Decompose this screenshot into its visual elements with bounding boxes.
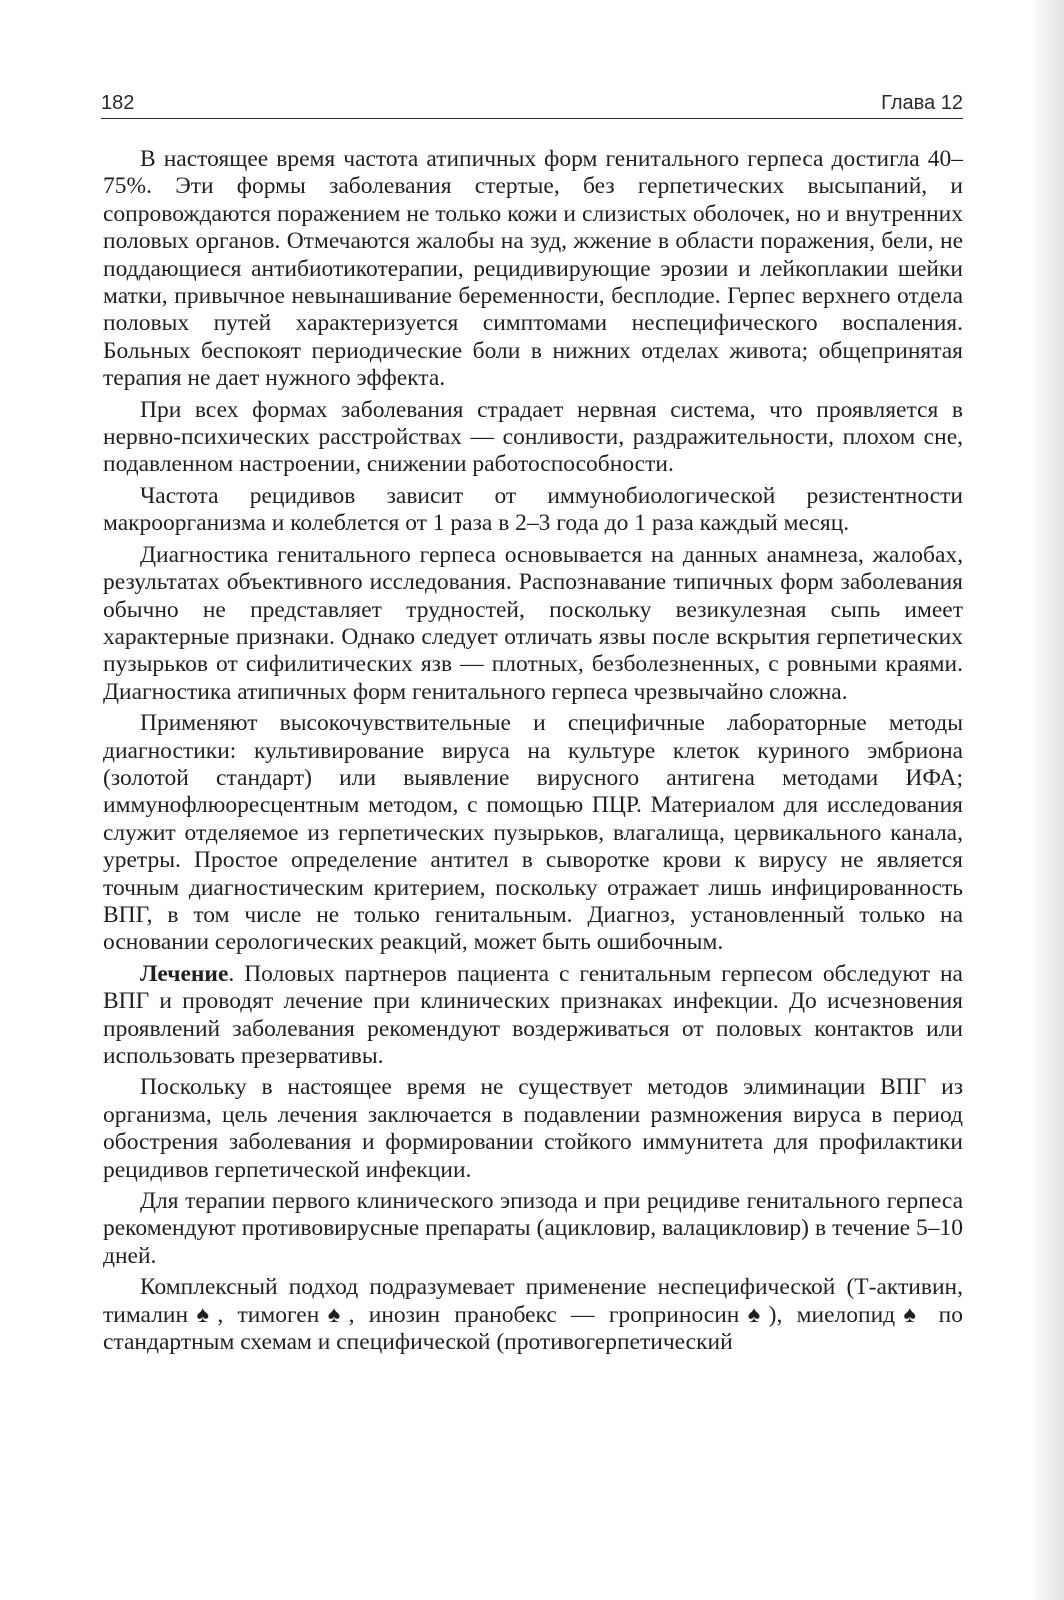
paragraph-antiviral-therapy: Для терапии первого клинического эпизода и при рецидиве генитального герпеса рекомендуют противовирусные препараты (ацикловир, валацикловир) в течение 5–10 дней. <box>103 1188 963 1269</box>
paragraph-treatment <box>103 961 963 1071</box>
paragraph-diagnostics: Диагностика генитального герпеса основывается на данных анамнеза, жалобах, результатах объективного исследования. Распознавание типичных форм заболевания обычно не представляет трудностей, поскольку везикулезная сыпь имеет характерные признаки. Однако следует отличать язвы после вскрытия герпетических пузырьков от сифилитических язв — плотных, безболезненных, с ровными краями. Диагностика атипичных форм генитального герпеса чрезвычайно сложна. <box>103 541 963 705</box>
paragraph-relapse-frequency: Частота рецидивов зависит от иммунобиологической резистентности макроорганизма и колеблется от 1 раза в 2–3 года до 1 раза каждый месяц. <box>103 482 963 537</box>
paragraph-nervous-system: При всех формах заболевания страдает нервная система, что проявляется в нервно-психических расстройствах — сонливости, раздражительности, плохом сне, подавленном настроении, снижении работоспособности. <box>103 396 963 478</box>
chapter-label: Глава 12 <box>881 92 963 114</box>
page-number: 182 <box>101 92 135 114</box>
paragraph-treatment-goal: Поскольку в настоящее время не существует методов элиминации ВПГ из организма, цель лечения заключается в подавлении размножения вируса в период обострения заболевания и формировании стойкого иммунитета для профилактики рецидивов герпетической инфекции. <box>103 1074 963 1183</box>
paragraph-complex-approach: Комплексный подход подразумевает применение неспецифической (Т-активин, тималин♠, тимоген♠, инозин пранобекс — гроприносин♠), миелопид♠ по стандартным схемам и специфической (противогерпетический <box>103 1274 963 1356</box>
paragraph-atypical-forms: В настоящее время частота атипичных форм генитального герпеса достигла 40–75%. Эти формы заболевания стертые, без герпетических высыпаний, и сопровождаются поражением не только кожи и слизистых оболочек, но и внутренних половых органов. Отмечаются жалобы на зуд, жжение в области поражения, бели, не поддающиеся антибиотикотерапии, рецидивирующие эрозии и лейкоплакии шейки матки, привычное невынашивание беременности, бесплодие. Герпес верхнего отдела половых путей характеризуется симптомами неспецифического воспаления. Больных беспокоят периодические боли в нижних отделах живота; общепринятая терапия не дает нужного эффекта. <box>103 146 963 392</box>
paragraph-lab-methods: Применяют высокочувствительные и специфичные лабораторные методы диагностики: культивирование вируса на культуре клеток куриного эмбриона (золотой стандарт) или выявление вирусного антигена методами ИФА; иммунофлюоресцентным методом, с помощью ПЦР. Материалом для исследования служит отделяемое из герпетических пузырьков, влагалища, цервикального канала, уретры. Простое определение антител в сыворотке крови к вирусу не является точным диагностическим критерием, поскольку отражает лишь инфицированность ВПГ, в том числе не только генитальным. Диагноз, установленный только на основании серологических реакций, может быть ошибочным. <box>103 710 963 956</box>
running-head <box>101 90 963 116</box>
treatment-heading: Лечение <box>140 960 229 987</box>
header-rule <box>101 118 963 119</box>
treatment-text: . Половых партнеров пациента с генитальным герпесом обследуют на ВПГ и проводят лечение при клинических признаках инфекции. До исчезновения проявлений заболевания рекомендуют воздерживаться от половых контактов или использовать презервативы. <box>103 960 963 1069</box>
page-edge-shadow <box>1030 0 1064 1600</box>
body-text <box>103 146 963 1360</box>
